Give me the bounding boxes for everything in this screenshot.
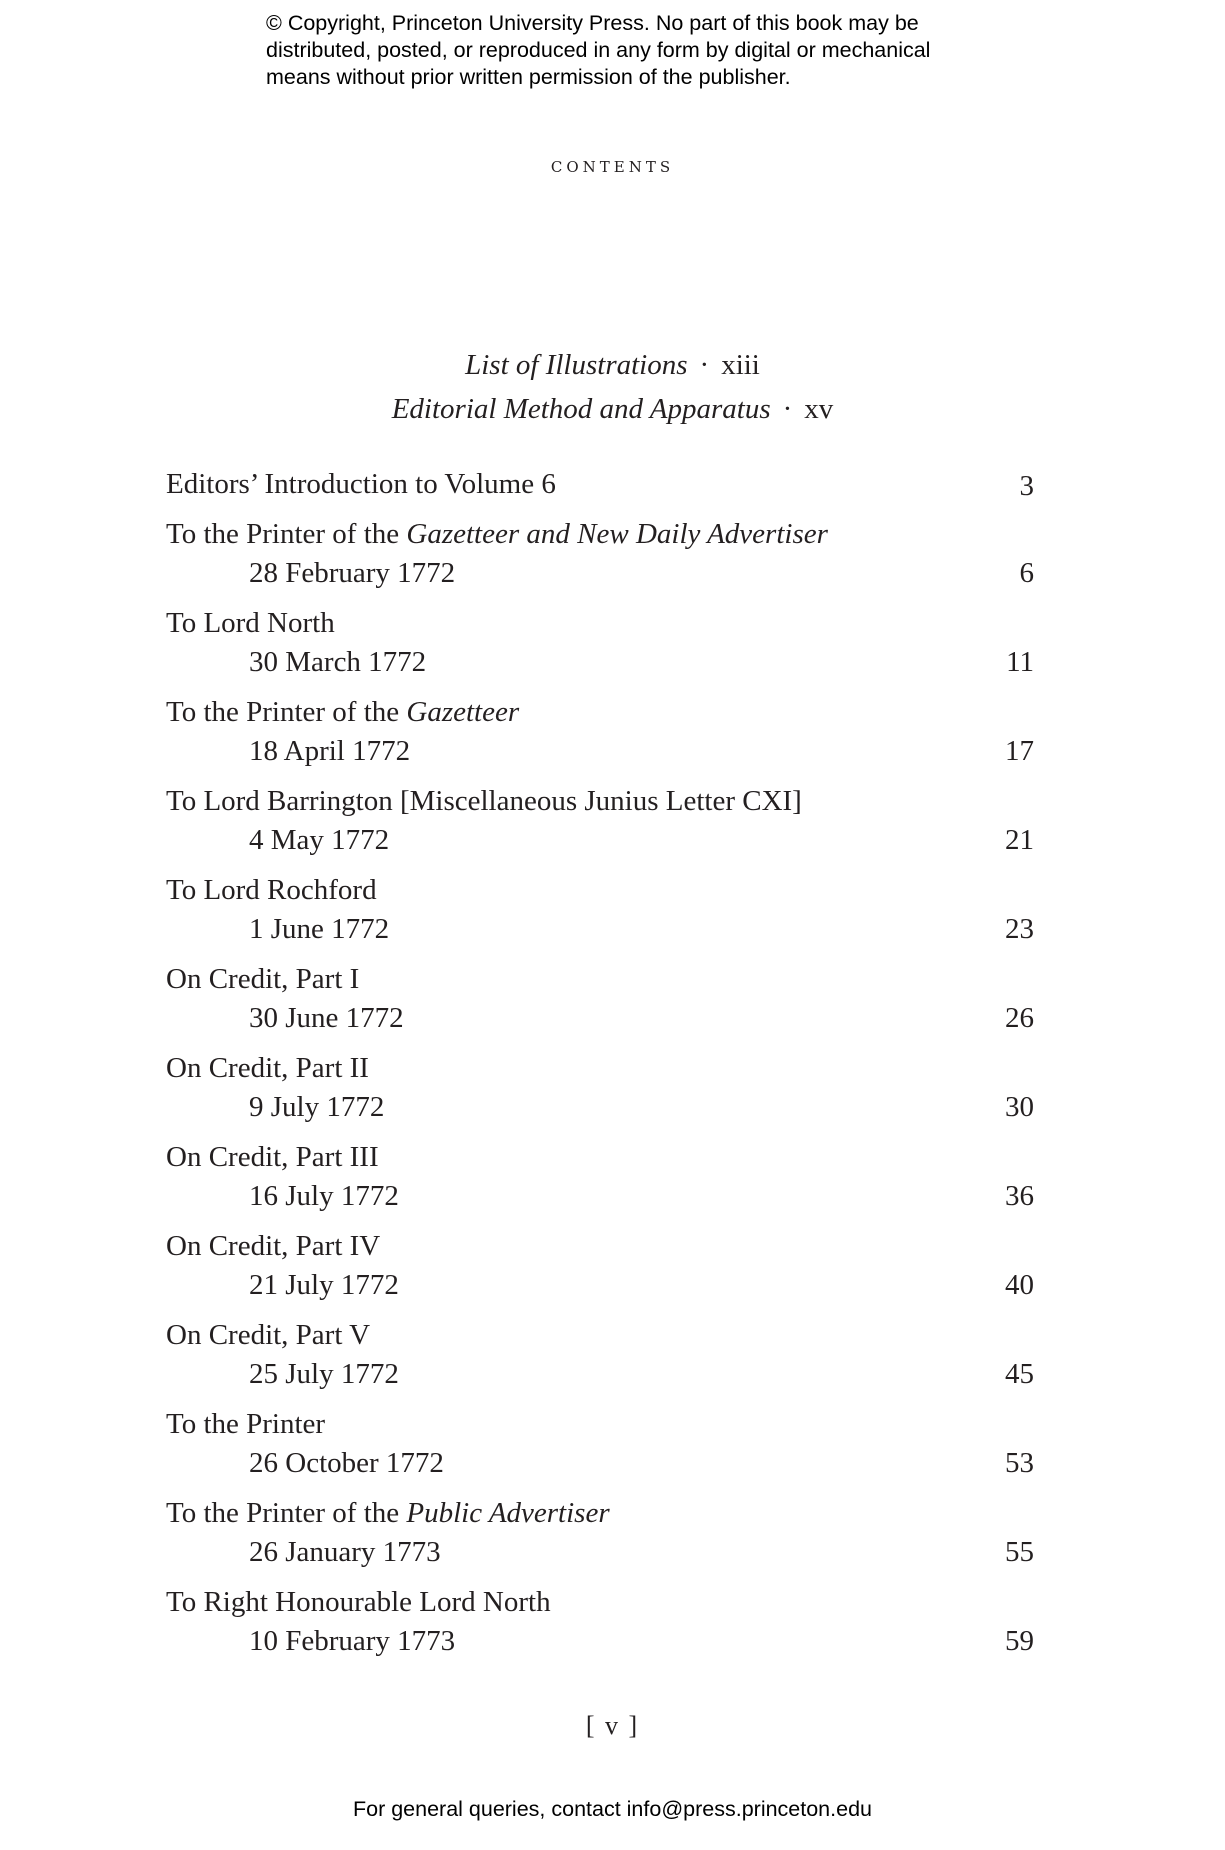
table-of-contents bbox=[166, 466, 1034, 1673]
entry-page: 17 bbox=[1005, 735, 1034, 767]
entry-title bbox=[166, 1495, 610, 1531]
entry-page: 36 bbox=[1005, 1180, 1034, 1212]
entry-page: 11 bbox=[1006, 646, 1034, 678]
entry-date: 9 July 1772 bbox=[249, 1091, 385, 1123]
entry-title: On Credit, Part I bbox=[166, 963, 360, 995]
entry-title bbox=[166, 516, 828, 552]
entry-date: 16 July 1772 bbox=[249, 1180, 399, 1212]
entry-title: To Right Honourable Lord North bbox=[166, 1586, 551, 1618]
copyright-line: © Copyright, Princeton University Press. No part of this book may be bbox=[266, 11, 919, 35]
page-folio: [ v ] bbox=[585, 1711, 640, 1740]
entry-page: 6 bbox=[1019, 557, 1034, 589]
entry-title-prefix: To the Printer of the bbox=[166, 1497, 407, 1529]
entry-title: On Credit, Part V bbox=[166, 1319, 371, 1351]
copyright-notice bbox=[266, 10, 1006, 91]
entry-title-prefix: To the Printer of the bbox=[166, 696, 407, 728]
toc-entry bbox=[166, 1495, 1034, 1584]
entry-date: 10 February 1773 bbox=[249, 1625, 456, 1657]
entry-page: 21 bbox=[1005, 824, 1034, 856]
entry-title bbox=[166, 694, 519, 730]
entry-title: On Credit, Part IV bbox=[166, 1230, 381, 1262]
entry-page: 26 bbox=[1005, 1002, 1034, 1034]
entry-date: 30 June 1772 bbox=[249, 1002, 404, 1034]
entry-title: On Credit, Part II bbox=[166, 1052, 369, 1084]
front-matter-item bbox=[0, 393, 1225, 426]
entry-date: 25 July 1772 bbox=[249, 1358, 399, 1390]
entry-date: 26 January 1773 bbox=[249, 1536, 441, 1568]
entry-title-italic: Gazetteer and New Daily Advertiser bbox=[406, 518, 828, 550]
entry-title: To Lord Rochford bbox=[166, 874, 377, 906]
entry-page: 53 bbox=[1005, 1447, 1034, 1479]
entry-date: 26 October 1772 bbox=[249, 1447, 444, 1479]
entry-date: 18 April 1772 bbox=[249, 735, 411, 767]
entry-page: 55 bbox=[1005, 1536, 1034, 1568]
toc-entry bbox=[166, 516, 1034, 605]
entry-page: 23 bbox=[1005, 913, 1034, 945]
front-matter-title: Editorial Method and Apparatus bbox=[391, 393, 771, 425]
toc-entry bbox=[166, 783, 1034, 872]
toc-entry bbox=[166, 466, 1034, 516]
copyright-line: means without prior written permission of the publisher. bbox=[266, 65, 791, 89]
entry-title: On Credit, Part III bbox=[166, 1141, 379, 1173]
entry-page: 3 bbox=[1019, 470, 1034, 502]
toc-entry bbox=[166, 872, 1034, 961]
entry-page: 45 bbox=[1005, 1358, 1034, 1390]
separator-dot: · bbox=[699, 349, 710, 381]
entry-date: 1 June 1772 bbox=[249, 913, 390, 945]
entry-title: To Lord North bbox=[166, 607, 335, 639]
front-matter-page: xv bbox=[804, 393, 834, 425]
entry-title: To the Printer bbox=[166, 1408, 326, 1440]
entry-title-italic: Gazetteer bbox=[406, 696, 520, 728]
entry-date: 21 July 1772 bbox=[249, 1269, 399, 1301]
entry-title: To Lord Barrington [Miscellaneous Junius Letter CXI] bbox=[166, 785, 802, 817]
toc-entry bbox=[166, 1584, 1034, 1673]
entry-date: 4 May 1772 bbox=[249, 824, 390, 856]
entry-page: 40 bbox=[1005, 1269, 1034, 1301]
toc-entry bbox=[166, 694, 1034, 783]
toc-entry bbox=[166, 1406, 1034, 1495]
front-matter-page: xiii bbox=[721, 349, 760, 381]
footer-contact: For general queries, contact info@press.princeton.edu bbox=[352, 1797, 872, 1821]
copyright-line: distributed, posted, or reproduced in any form by digital or mechanical bbox=[266, 38, 931, 62]
toc-entry bbox=[166, 1050, 1034, 1139]
toc-entry bbox=[166, 961, 1034, 1050]
entry-page: 30 bbox=[1005, 1091, 1034, 1123]
toc-entry bbox=[166, 1317, 1034, 1406]
contents-heading: contents bbox=[550, 153, 675, 177]
front-matter-item bbox=[0, 349, 1225, 382]
separator-dot: · bbox=[782, 393, 793, 425]
toc-entry bbox=[166, 1228, 1034, 1317]
entry-title-italic: Public Advertiser bbox=[406, 1497, 610, 1529]
toc-entry bbox=[166, 605, 1034, 694]
entry-title: Editors’ Introduction to Volume 6 bbox=[166, 468, 556, 500]
entry-date: 30 March 1772 bbox=[249, 646, 427, 678]
front-matter-title: List of Illustrations bbox=[465, 349, 688, 381]
entry-title-prefix: To the Printer of the bbox=[166, 518, 407, 550]
entry-date: 28 February 1772 bbox=[249, 557, 456, 589]
toc-entry bbox=[166, 1139, 1034, 1228]
entry-page: 59 bbox=[1005, 1625, 1034, 1657]
